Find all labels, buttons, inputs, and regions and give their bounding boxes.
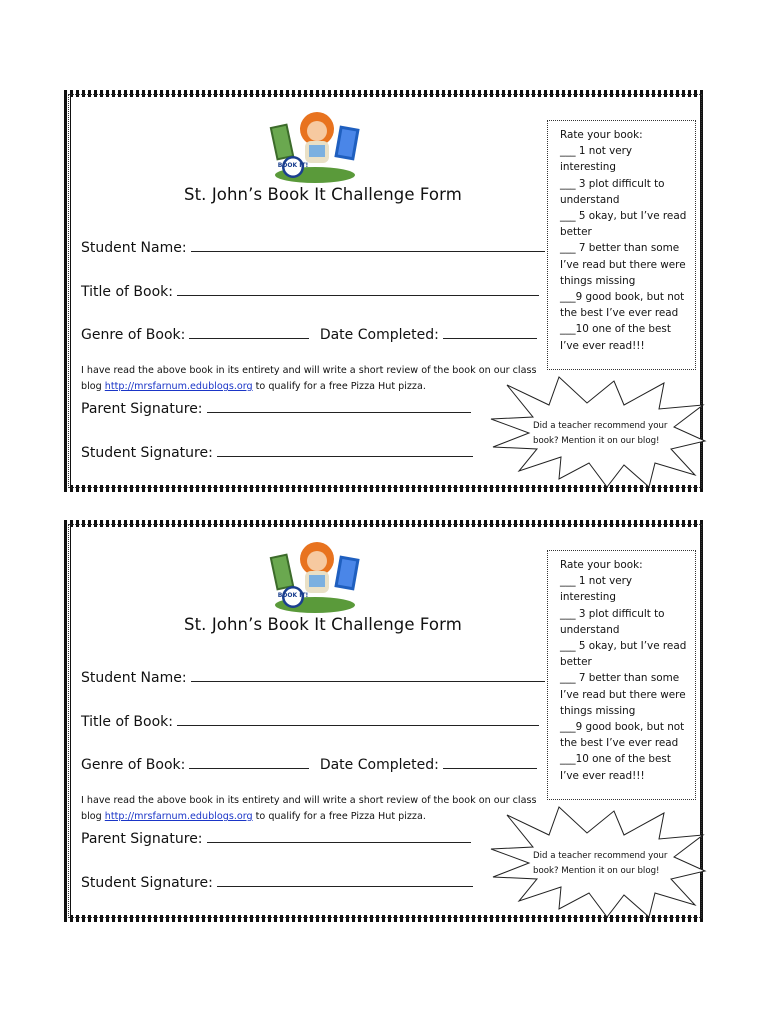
student-name-label: Student Name:: [81, 240, 187, 256]
rating-heading: Rate your book:: [560, 129, 643, 141]
book-it-form: [64, 520, 706, 922]
rating-option[interactable]: ___ 7 better than some I’ve read but there were things missing: [560, 242, 686, 287]
title-of-book-field[interactable]: [81, 281, 539, 300]
logo-text: BOOK IT!: [277, 592, 309, 599]
form-title: St. John’s Book It Challenge Form: [184, 185, 462, 204]
genre-field[interactable]: [189, 324, 309, 339]
pledge-text: I have read the above book in its entirety and will write a short review of the book on our class blog http://mrsfarnum.edublogs.org to qualify for a free Pizza Hut pizza.: [81, 365, 537, 392]
rating-box: [547, 120, 696, 370]
student-name-label: Student Name:: [81, 670, 187, 686]
logo-text: BOOK IT!: [277, 162, 309, 169]
rating-option[interactable]: ___9 good book, but not the best I’ve ever read: [560, 721, 685, 750]
genre-date-row: [81, 324, 537, 343]
rating-option[interactable]: ___ 3 plot difficult to understand: [560, 607, 665, 636]
title-of-book-label: Title of Book:: [81, 284, 173, 300]
pledge-text: I have read the above book in its entirety and will write a short review of the book on our class blog http://mrsfarnum.edublogs.org to qualify for a free Pizza Hut pizza.: [81, 795, 537, 822]
student-name-field[interactable]: [81, 667, 545, 686]
burst-text: Did a teacher recommend your book? Mention it on our blog!: [533, 851, 668, 876]
date-completed-field[interactable]: [443, 754, 537, 769]
form-title: St. John’s Book It Challenge Form: [184, 615, 462, 634]
rating-option[interactable]: ___ 5 okay, but I’ve read better: [560, 210, 687, 239]
student-signature-field[interactable]: [81, 872, 473, 891]
student-name-field[interactable]: [81, 237, 545, 256]
rating-heading: Rate your book:: [560, 559, 643, 571]
blog-link[interactable]: http://mrsfarnum.edublogs.org: [104, 811, 253, 822]
rating-box: [547, 550, 696, 800]
title-of-book-field[interactable]: [81, 711, 539, 730]
genre-label: Genre of Book:: [81, 757, 186, 773]
rating-option[interactable]: ___ 7 better than some I’ve read but there were things missing: [560, 672, 686, 717]
burst-text: Did a teacher recommend your book? Mention it on our blog!: [533, 421, 668, 446]
rating-option[interactable]: ___ 3 plot difficult to understand: [560, 177, 665, 206]
date-completed-label: Date Completed:: [319, 327, 439, 343]
blog-link[interactable]: http://mrsfarnum.edublogs.org: [104, 381, 253, 392]
parent-signature-label: Parent Signature:: [81, 831, 203, 847]
rating-option[interactable]: ___ 1 not very interesting: [560, 145, 633, 174]
parent-signature-field[interactable]: [81, 398, 471, 417]
parent-signature-label: Parent Signature:: [81, 401, 203, 417]
student-signature-label: Student Signature:: [81, 445, 213, 461]
genre-field[interactable]: [189, 754, 309, 769]
student-signature-label: Student Signature:: [81, 875, 213, 891]
book-it-logo: [267, 535, 365, 615]
rating-option[interactable]: ___10 one of the best I’ve ever read!!!: [560, 323, 671, 352]
genre-date-row: [81, 754, 537, 773]
student-signature-field[interactable]: [81, 442, 473, 461]
book-it-logo: [267, 105, 365, 185]
date-completed-label: Date Completed:: [319, 757, 439, 773]
rating-option[interactable]: ___9 good book, but not the best I’ve ever read: [560, 291, 685, 320]
rating-option[interactable]: ___ 5 okay, but I’ve read better: [560, 640, 687, 669]
genre-label: Genre of Book:: [81, 327, 186, 343]
parent-signature-field[interactable]: [81, 828, 471, 847]
rating-option[interactable]: ___ 1 not very interesting: [560, 575, 633, 604]
book-it-form: [64, 90, 706, 492]
rating-option[interactable]: ___10 one of the best I’ve ever read!!!: [560, 753, 671, 782]
title-of-book-label: Title of Book:: [81, 714, 173, 730]
date-completed-field[interactable]: [443, 324, 537, 339]
